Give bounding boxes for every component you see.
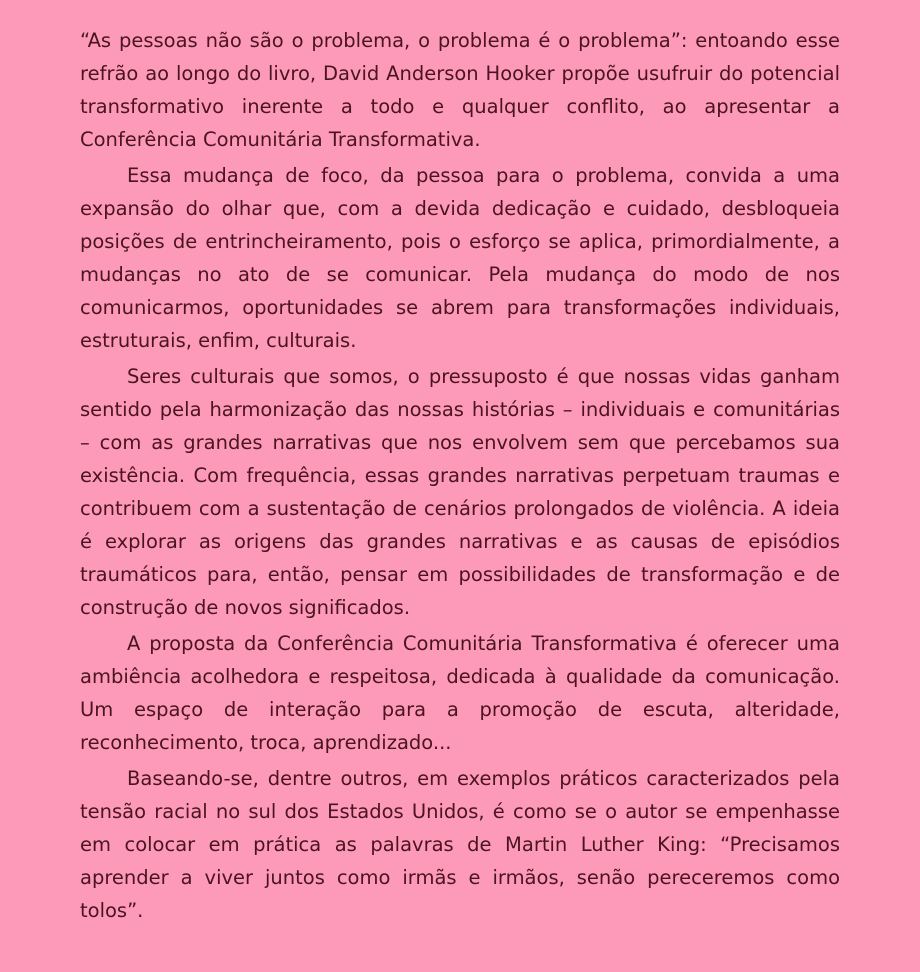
paragraph-3: Seres culturais que somos, o pressuposto é que nossas vidas ganham sentido pela harmonização das nossas histórias – individuais e comunitárias – com as grandes narrativas que nos envolvem sem que percebamos sua existência. Com frequência, essas grandes narrativas perpetuam traumas e contribuem com a sustentação de cenários prolongados de violência. A ideia é explorar as origens das grandes narrativas e as causas de episódios traumáticos para, então, pensar em possibilidades de transformação e de construção de novos significados.	[80, 365, 840, 619]
paragraph-2: Essa mudança de foco, da pessoa para o problema, convida a uma expansão do olhar que, com a devida dedicação e cuidado, desbloqueia posições de entrincheiramento, pois o esforço se aplica, primordialmente, a mudanças no ato de se comunicar. Pela mudança do modo de nos comunicarmos, oportunidades se abrem para transformações individuais, estruturais, enfim, culturais.	[80, 164, 840, 352]
paragraph-4: A proposta da Conferência Comunitária Transformativa é oferecer uma ambiência acolhedora e respeitosa, dedicada à qualidade da comunicação. Um espaço de interação para a promoção de escuta, alteridade, reconhecimento, troca, aprendizado...	[80, 632, 840, 754]
paragraph-5: Baseando-se, dentre outros, em exemplos práticos caracterizados pela tensão racial no sul dos Estados Unidos, é como se o autor se empenhasse em colocar em prática as palavras de Martin Luther King: “Precisamos aprender a viver juntos como irmãs e irmãos, senão pereceremos como tolos”.	[80, 767, 840, 922]
document-body	[80, 24, 840, 930]
paragraph-1: “As pessoas não são o problema, o problema é o problema”: entoando esse refrão ao longo do livro, David Anderson Hooker propõe usufruir do potencial transformativo inerente a todo e qualquer conflito, ao apresentar a Conferência Comunitária Transformativa.	[80, 29, 840, 151]
